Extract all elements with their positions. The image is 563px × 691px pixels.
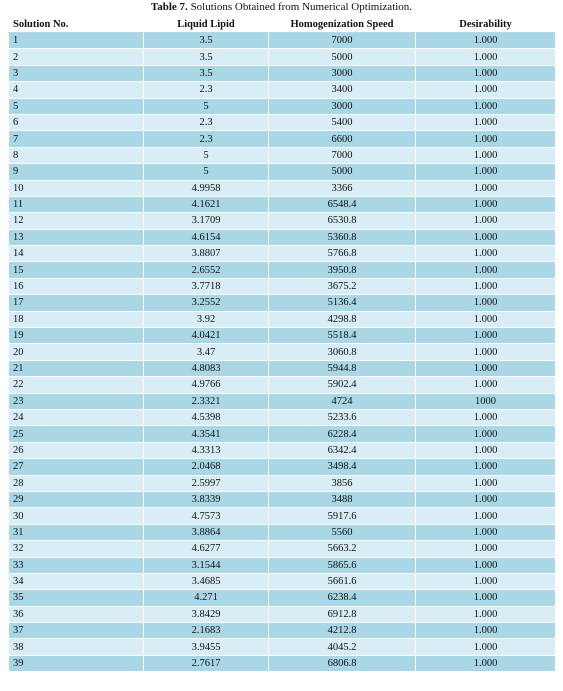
table-row bbox=[9, 262, 556, 278]
cell-solution-no: 25 bbox=[9, 426, 144, 442]
cell-liquid-lipid: 2.5997 bbox=[144, 475, 269, 491]
table-row bbox=[9, 639, 556, 655]
cell-liquid-lipid: 3.2552 bbox=[144, 295, 269, 311]
cell-homogenization-speed: 6238.4 bbox=[269, 590, 416, 606]
cell-homogenization-speed: 6228.4 bbox=[269, 426, 416, 442]
cell-liquid-lipid: 3.8864 bbox=[144, 524, 269, 540]
cell-desirability: 1.000 bbox=[416, 49, 556, 65]
cell-solution-no: 13 bbox=[9, 229, 144, 245]
solutions-table bbox=[8, 15, 556, 672]
cell-desirability: 1.000 bbox=[416, 98, 556, 114]
table-row bbox=[9, 278, 556, 294]
header-liquid-lipid: Liquid Lipid bbox=[144, 16, 269, 33]
cell-desirability: 1.000 bbox=[416, 278, 556, 294]
cell-homogenization-speed: 4724 bbox=[269, 393, 416, 409]
cell-desirability: 1000 bbox=[416, 393, 556, 409]
cell-solution-no: 16 bbox=[9, 278, 144, 294]
table-row bbox=[9, 606, 556, 622]
cell-solution-no: 17 bbox=[9, 295, 144, 311]
header-desirability: Desirability bbox=[416, 16, 556, 33]
cell-desirability: 1.000 bbox=[416, 344, 556, 360]
cell-desirability: 1.000 bbox=[416, 508, 556, 524]
cell-homogenization-speed: 6912.8 bbox=[269, 606, 416, 622]
cell-homogenization-speed: 5360.8 bbox=[269, 229, 416, 245]
cell-solution-no: 38 bbox=[9, 639, 144, 655]
cell-homogenization-speed: 3488 bbox=[269, 491, 416, 507]
cell-liquid-lipid: 4.7573 bbox=[144, 508, 269, 524]
table-row bbox=[9, 147, 556, 163]
cell-liquid-lipid: 3.8429 bbox=[144, 606, 269, 622]
table-row bbox=[9, 229, 556, 245]
cell-liquid-lipid: 4.9766 bbox=[144, 377, 269, 393]
cell-desirability: 1.000 bbox=[416, 246, 556, 262]
table-row bbox=[9, 590, 556, 606]
cell-solution-no: 27 bbox=[9, 459, 144, 475]
table-row bbox=[9, 49, 556, 65]
cell-homogenization-speed: 7000 bbox=[269, 33, 416, 49]
table-row bbox=[9, 82, 556, 98]
cell-desirability: 1.000 bbox=[416, 360, 556, 376]
cell-liquid-lipid: 3.8807 bbox=[144, 246, 269, 262]
cell-desirability: 1.000 bbox=[416, 114, 556, 130]
cell-liquid-lipid: 3.47 bbox=[144, 344, 269, 360]
cell-homogenization-speed: 5233.6 bbox=[269, 409, 416, 425]
cell-homogenization-speed: 5400 bbox=[269, 114, 416, 130]
table-caption bbox=[0, 0, 563, 15]
cell-solution-no: 37 bbox=[9, 623, 144, 639]
cell-liquid-lipid: 2.3 bbox=[144, 131, 269, 147]
cell-liquid-lipid: 2.3321 bbox=[144, 393, 269, 409]
table-row bbox=[9, 623, 556, 639]
cell-desirability: 1.000 bbox=[416, 655, 556, 671]
cell-homogenization-speed: 5560 bbox=[269, 524, 416, 540]
cell-liquid-lipid: 3.1709 bbox=[144, 213, 269, 229]
cell-desirability: 1.000 bbox=[416, 409, 556, 425]
cell-solution-no: 35 bbox=[9, 590, 144, 606]
cell-solution-no: 24 bbox=[9, 409, 144, 425]
cell-desirability: 1.000 bbox=[416, 164, 556, 180]
cell-desirability: 1.000 bbox=[416, 377, 556, 393]
cell-solution-no: 7 bbox=[9, 131, 144, 147]
cell-solution-no: 10 bbox=[9, 180, 144, 196]
cell-solution-no: 4 bbox=[9, 82, 144, 98]
table-row bbox=[9, 442, 556, 458]
cell-desirability: 1.000 bbox=[416, 459, 556, 475]
cell-solution-no: 30 bbox=[9, 508, 144, 524]
cell-solution-no: 15 bbox=[9, 262, 144, 278]
cell-solution-no: 31 bbox=[9, 524, 144, 540]
cell-homogenization-speed: 3000 bbox=[269, 98, 416, 114]
cell-homogenization-speed: 6600 bbox=[269, 131, 416, 147]
table-row bbox=[9, 360, 556, 376]
header-row bbox=[9, 16, 556, 33]
table-row bbox=[9, 524, 556, 540]
cell-homogenization-speed: 3856 bbox=[269, 475, 416, 491]
table-row bbox=[9, 655, 556, 671]
cell-solution-no: 21 bbox=[9, 360, 144, 376]
cell-liquid-lipid: 2.1683 bbox=[144, 623, 269, 639]
cell-liquid-lipid: 2.6552 bbox=[144, 262, 269, 278]
cell-liquid-lipid: 5 bbox=[144, 147, 269, 163]
table-row bbox=[9, 491, 556, 507]
cell-liquid-lipid: 4.3541 bbox=[144, 426, 269, 442]
cell-desirability: 1.000 bbox=[416, 147, 556, 163]
cell-solution-no: 29 bbox=[9, 491, 144, 507]
cell-liquid-lipid: 3.5 bbox=[144, 65, 269, 81]
cell-solution-no: 6 bbox=[9, 114, 144, 130]
cell-solution-no: 5 bbox=[9, 98, 144, 114]
cell-desirability: 1.000 bbox=[416, 229, 556, 245]
cell-homogenization-speed: 6548.4 bbox=[269, 196, 416, 212]
cell-liquid-lipid: 2.7617 bbox=[144, 655, 269, 671]
cell-homogenization-speed: 3950.8 bbox=[269, 262, 416, 278]
cell-homogenization-speed: 5663.2 bbox=[269, 541, 416, 557]
table-row bbox=[9, 180, 556, 196]
table-row bbox=[9, 393, 556, 409]
cell-desirability: 1.000 bbox=[416, 295, 556, 311]
header-solution-no: Solution No. bbox=[9, 16, 144, 33]
cell-solution-no: 19 bbox=[9, 328, 144, 344]
table-row bbox=[9, 164, 556, 180]
cell-homogenization-speed: 5518.4 bbox=[269, 328, 416, 344]
table-row bbox=[9, 426, 556, 442]
cell-homogenization-speed: 3498.4 bbox=[269, 459, 416, 475]
cell-solution-no: 34 bbox=[9, 573, 144, 589]
table-row bbox=[9, 541, 556, 557]
cell-homogenization-speed: 5944.8 bbox=[269, 360, 416, 376]
cell-homogenization-speed: 3366 bbox=[269, 180, 416, 196]
cell-desirability: 1.000 bbox=[416, 606, 556, 622]
cell-solution-no: 22 bbox=[9, 377, 144, 393]
table-row bbox=[9, 295, 556, 311]
cell-homogenization-speed: 6342.4 bbox=[269, 442, 416, 458]
cell-solution-no: 12 bbox=[9, 213, 144, 229]
cell-solution-no: 39 bbox=[9, 655, 144, 671]
cell-homogenization-speed: 5000 bbox=[269, 49, 416, 65]
table-row bbox=[9, 196, 556, 212]
cell-liquid-lipid: 4.1621 bbox=[144, 196, 269, 212]
table-body bbox=[9, 33, 556, 672]
cell-solution-no: 2 bbox=[9, 49, 144, 65]
cell-desirability: 1.000 bbox=[416, 196, 556, 212]
table-row bbox=[9, 213, 556, 229]
table-row bbox=[9, 98, 556, 114]
cell-liquid-lipid: 3.9455 bbox=[144, 639, 269, 655]
table-row bbox=[9, 65, 556, 81]
cell-liquid-lipid: 4.3313 bbox=[144, 442, 269, 458]
cell-liquid-lipid: 3.8339 bbox=[144, 491, 269, 507]
cell-liquid-lipid: 3.7718 bbox=[144, 278, 269, 294]
cell-liquid-lipid: 2.0468 bbox=[144, 459, 269, 475]
cell-liquid-lipid: 3.1544 bbox=[144, 557, 269, 573]
cell-desirability: 1.000 bbox=[416, 213, 556, 229]
cell-desirability: 1.000 bbox=[416, 131, 556, 147]
cell-solution-no: 36 bbox=[9, 606, 144, 622]
cell-liquid-lipid: 2.3 bbox=[144, 114, 269, 130]
cell-liquid-lipid: 3.5 bbox=[144, 49, 269, 65]
cell-solution-no: 18 bbox=[9, 311, 144, 327]
cell-homogenization-speed: 6806.8 bbox=[269, 655, 416, 671]
table-row bbox=[9, 33, 556, 49]
table-row bbox=[9, 246, 556, 262]
cell-liquid-lipid: 2.3 bbox=[144, 82, 269, 98]
cell-liquid-lipid: 3.5 bbox=[144, 33, 269, 49]
cell-liquid-lipid: 4.271 bbox=[144, 590, 269, 606]
cell-liquid-lipid: 4.6277 bbox=[144, 541, 269, 557]
table-row bbox=[9, 573, 556, 589]
cell-desirability: 1.000 bbox=[416, 541, 556, 557]
cell-desirability: 1.000 bbox=[416, 180, 556, 196]
table-row bbox=[9, 344, 556, 360]
cell-solution-no: 3 bbox=[9, 65, 144, 81]
cell-homogenization-speed: 5917.6 bbox=[269, 508, 416, 524]
cell-homogenization-speed: 5136.4 bbox=[269, 295, 416, 311]
cell-solution-no: 11 bbox=[9, 196, 144, 212]
table-row bbox=[9, 475, 556, 491]
table-header bbox=[9, 16, 556, 33]
cell-liquid-lipid: 3.4685 bbox=[144, 573, 269, 589]
table-row bbox=[9, 311, 556, 327]
cell-homogenization-speed: 3675.2 bbox=[269, 278, 416, 294]
cell-solution-no: 8 bbox=[9, 147, 144, 163]
cell-liquid-lipid: 3.92 bbox=[144, 311, 269, 327]
cell-desirability: 1.000 bbox=[416, 328, 556, 344]
cell-solution-no: 23 bbox=[9, 393, 144, 409]
table-caption-text: Solutions Obtained from Numerical Optimization. bbox=[190, 1, 413, 13]
cell-homogenization-speed: 3400 bbox=[269, 82, 416, 98]
cell-solution-no: 1 bbox=[9, 33, 144, 49]
cell-desirability: 1.000 bbox=[416, 311, 556, 327]
cell-homogenization-speed: 3060.8 bbox=[269, 344, 416, 360]
cell-desirability: 1.000 bbox=[416, 82, 556, 98]
table-row bbox=[9, 377, 556, 393]
cell-desirability: 1.000 bbox=[416, 590, 556, 606]
cell-desirability: 1.000 bbox=[416, 639, 556, 655]
cell-homogenization-speed: 3000 bbox=[269, 65, 416, 81]
table-row bbox=[9, 409, 556, 425]
table-row bbox=[9, 114, 556, 130]
table-row bbox=[9, 328, 556, 344]
cell-homogenization-speed: 4045.2 bbox=[269, 639, 416, 655]
cell-liquid-lipid: 4.5398 bbox=[144, 409, 269, 425]
cell-desirability: 1.000 bbox=[416, 524, 556, 540]
cell-liquid-lipid: 5 bbox=[144, 164, 269, 180]
cell-desirability: 1.000 bbox=[416, 426, 556, 442]
cell-desirability: 1.000 bbox=[416, 65, 556, 81]
cell-solution-no: 33 bbox=[9, 557, 144, 573]
cell-desirability: 1.000 bbox=[416, 491, 556, 507]
cell-homogenization-speed: 7000 bbox=[269, 147, 416, 163]
cell-desirability: 1.000 bbox=[416, 262, 556, 278]
table-row bbox=[9, 459, 556, 475]
cell-desirability: 1.000 bbox=[416, 442, 556, 458]
cell-homogenization-speed: 5865.6 bbox=[269, 557, 416, 573]
header-homogenization-speed: Homogenization Speed bbox=[269, 16, 416, 33]
cell-homogenization-speed: 4212.8 bbox=[269, 623, 416, 639]
cell-desirability: 1.000 bbox=[416, 573, 556, 589]
cell-liquid-lipid: 4.6154 bbox=[144, 229, 269, 245]
cell-desirability: 1.000 bbox=[416, 557, 556, 573]
cell-homogenization-speed: 4298.8 bbox=[269, 311, 416, 327]
table-row bbox=[9, 508, 556, 524]
table-row bbox=[9, 131, 556, 147]
cell-homogenization-speed: 5902.4 bbox=[269, 377, 416, 393]
cell-desirability: 1.000 bbox=[416, 623, 556, 639]
cell-liquid-lipid: 4.0421 bbox=[144, 328, 269, 344]
cell-desirability: 1.000 bbox=[416, 33, 556, 49]
cell-solution-no: 14 bbox=[9, 246, 144, 262]
table-row bbox=[9, 557, 556, 573]
cell-homogenization-speed: 5766.8 bbox=[269, 246, 416, 262]
cell-liquid-lipid: 4.9958 bbox=[144, 180, 269, 196]
cell-solution-no: 26 bbox=[9, 442, 144, 458]
cell-liquid-lipid: 4.8083 bbox=[144, 360, 269, 376]
cell-solution-no: 20 bbox=[9, 344, 144, 360]
cell-solution-no: 28 bbox=[9, 475, 144, 491]
table-caption-label: Table 7. bbox=[150, 1, 188, 13]
cell-solution-no: 9 bbox=[9, 164, 144, 180]
cell-solution-no: 32 bbox=[9, 541, 144, 557]
cell-homogenization-speed: 5661.6 bbox=[269, 573, 416, 589]
cell-liquid-lipid: 5 bbox=[144, 98, 269, 114]
cell-homogenization-speed: 5000 bbox=[269, 164, 416, 180]
cell-homogenization-speed: 6530.8 bbox=[269, 213, 416, 229]
cell-desirability: 1.000 bbox=[416, 475, 556, 491]
